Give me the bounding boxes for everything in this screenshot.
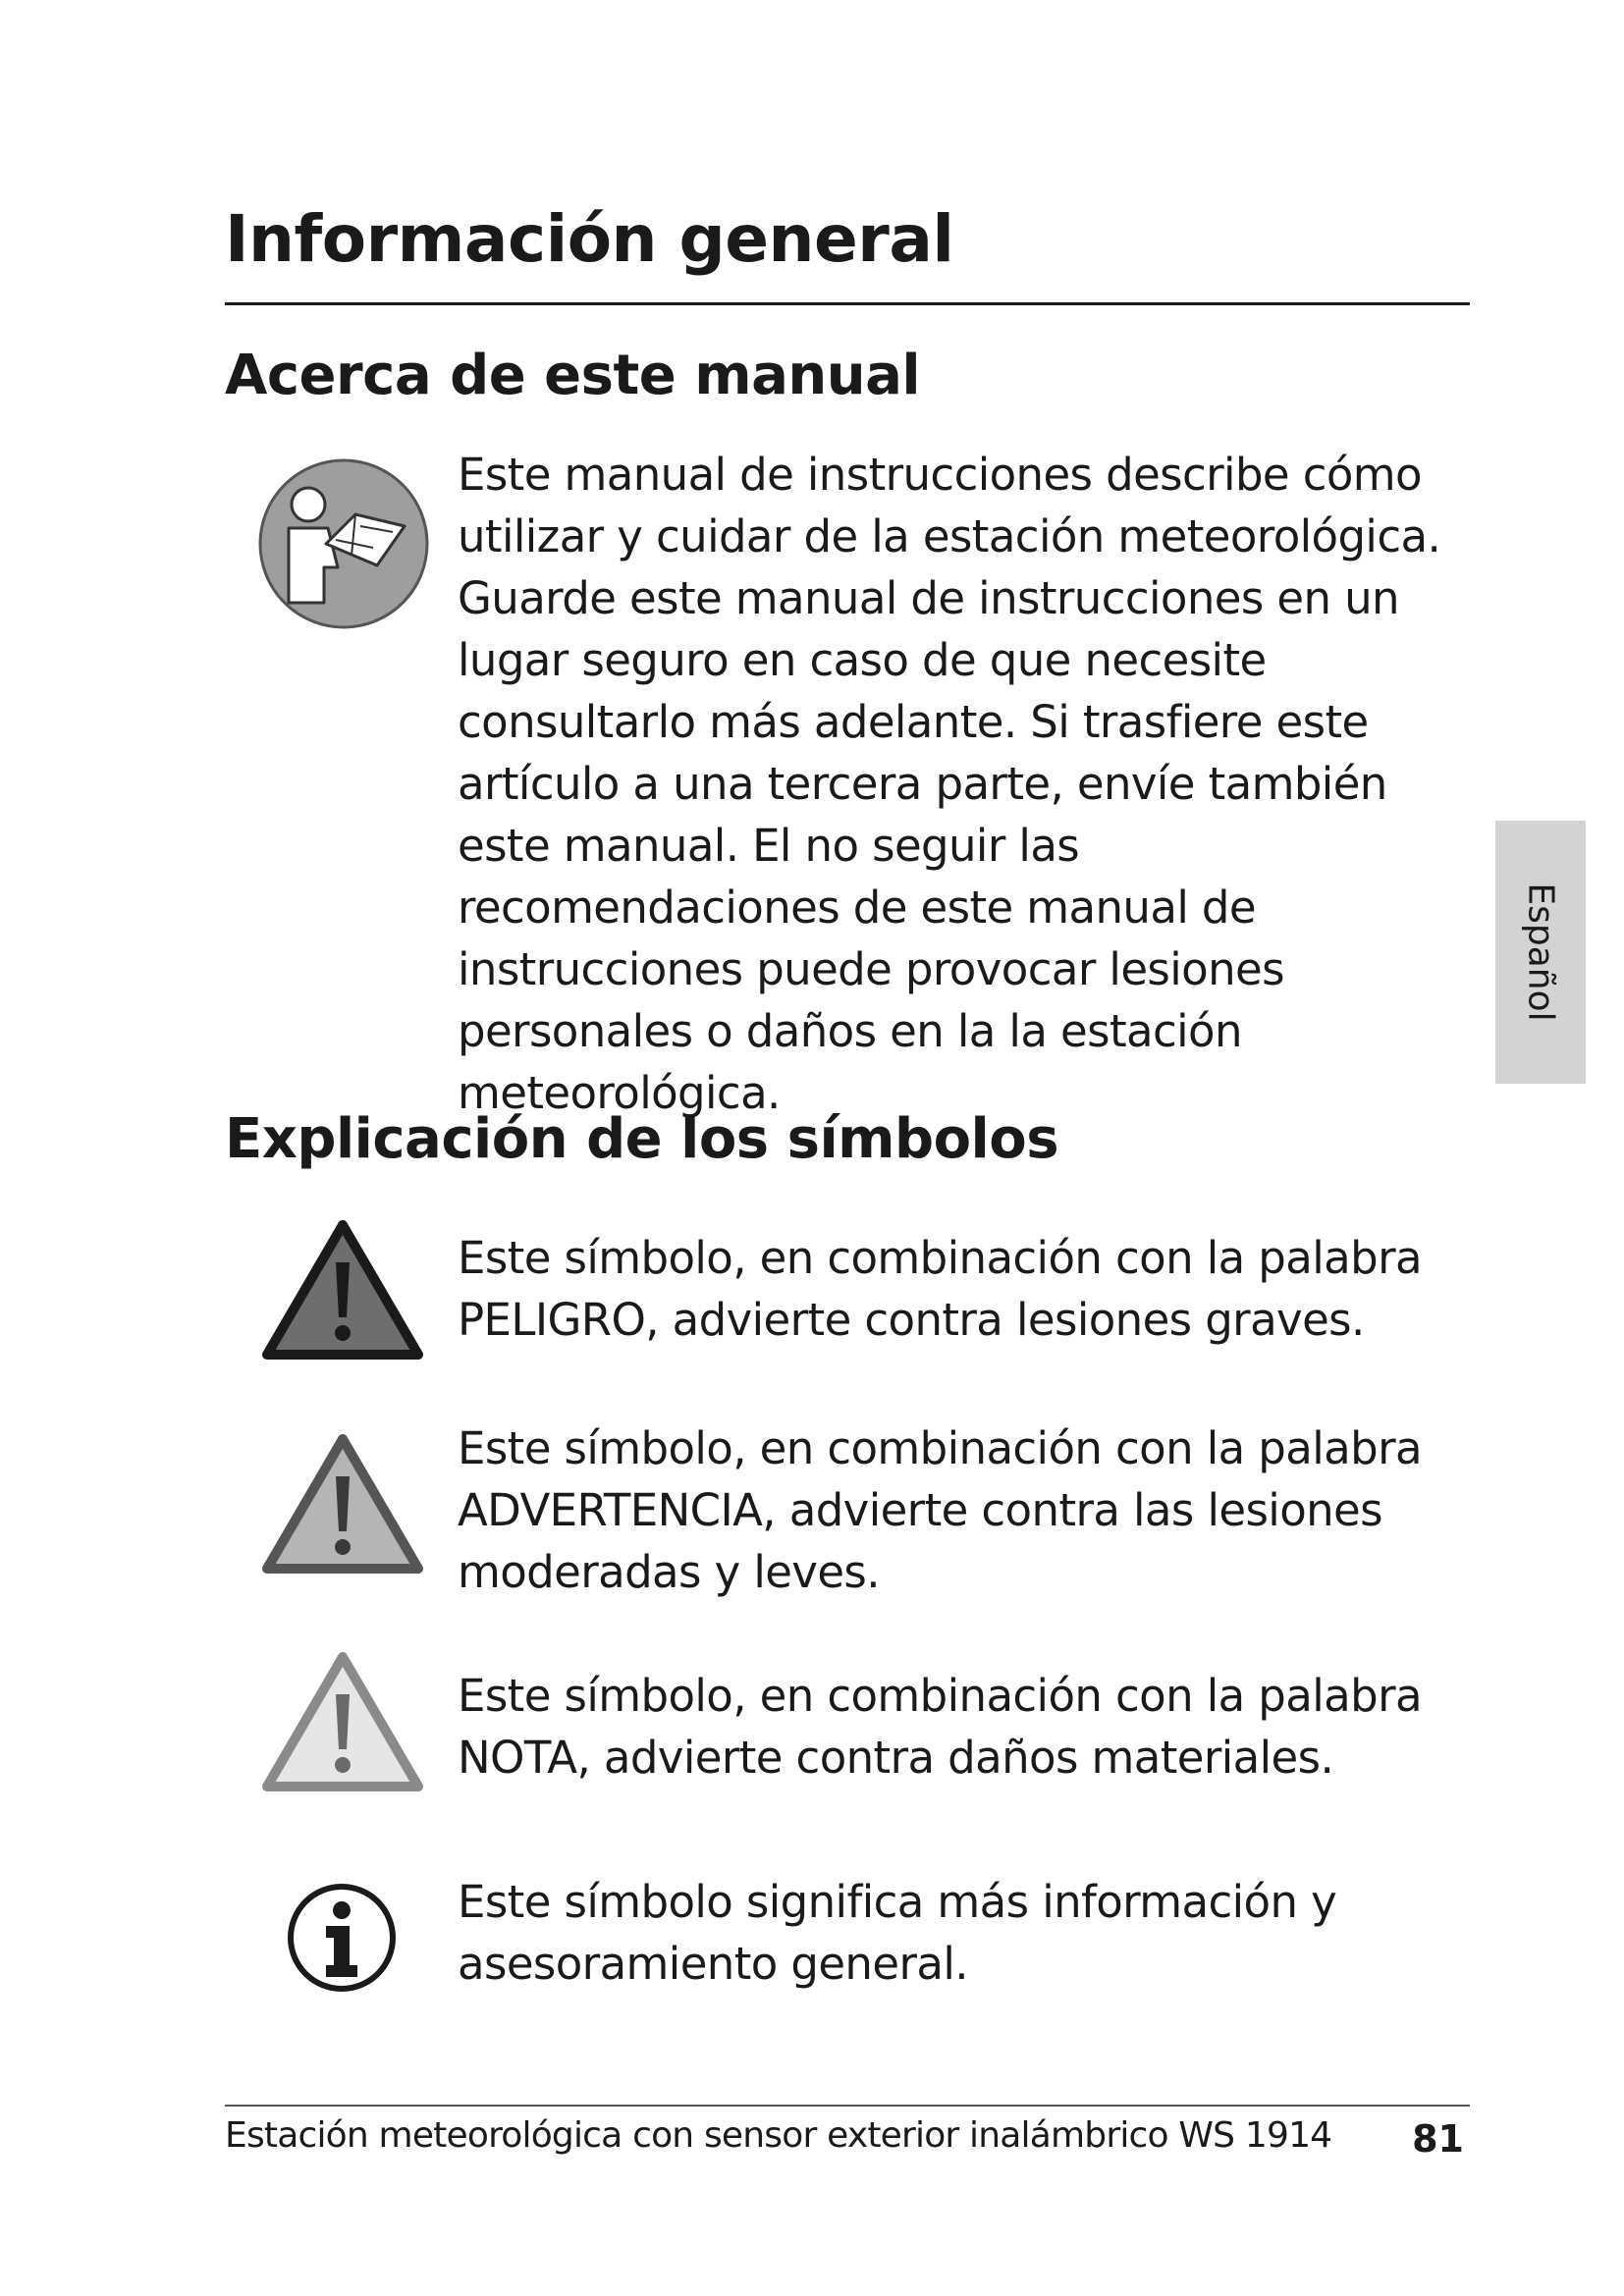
danger-warning-icon	[261, 1219, 424, 1362]
language-tab-label: Español	[1520, 882, 1561, 1022]
notice-warning-icon	[261, 1651, 424, 1794]
caution-warning-icon	[261, 1433, 424, 1576]
footer-text: Estación meteorológica con sensor exterior inalámbrico WS 1914	[225, 2115, 1332, 2156]
symbols-heading: Explicación de los símbolos	[225, 1107, 1059, 1171]
page-title: Información general	[225, 201, 954, 277]
read-manual-icon	[257, 457, 430, 630]
symbol-text-danger: Este símbolo, en combinación con la palabra PELIGRO, advierte contra lesiones graves.	[458, 1232, 1422, 1346]
symbol-text-caution: Este símbolo, en combinación con la palabra ADVERTENCIA, advierte contra las lesiones moderadas y leves.	[458, 1422, 1422, 1598]
footer-divider	[225, 2105, 1470, 2107]
title-divider	[225, 302, 1470, 305]
about-heading: Acerca de este manual	[225, 344, 921, 407]
info-icon	[287, 1883, 397, 1993]
symbol-text-info: Este símbolo significa más información y asesoramiento general.	[458, 1876, 1337, 1990]
language-tab	[1495, 821, 1586, 1084]
about-text: Este manual de instrucciones describe cómo utilizar y cuidar de la estación meteorológica. Guarde este manual de instrucciones en un lugar seguro en caso de que necesite consultarlo más adelante. Si trasfiere este artículo a una tercera parte, envíe también este manual. El no seguir las recomendaciones de este manual de instrucciones puede provocar lesiones personales o daños en la la estación meteorológica.	[458, 449, 1441, 1119]
symbol-text-notice: Este símbolo, en combinación con la palabra NOTA, advierte contra daños materiales.	[458, 1670, 1422, 1784]
page-number: 81	[1412, 2117, 1464, 2161]
